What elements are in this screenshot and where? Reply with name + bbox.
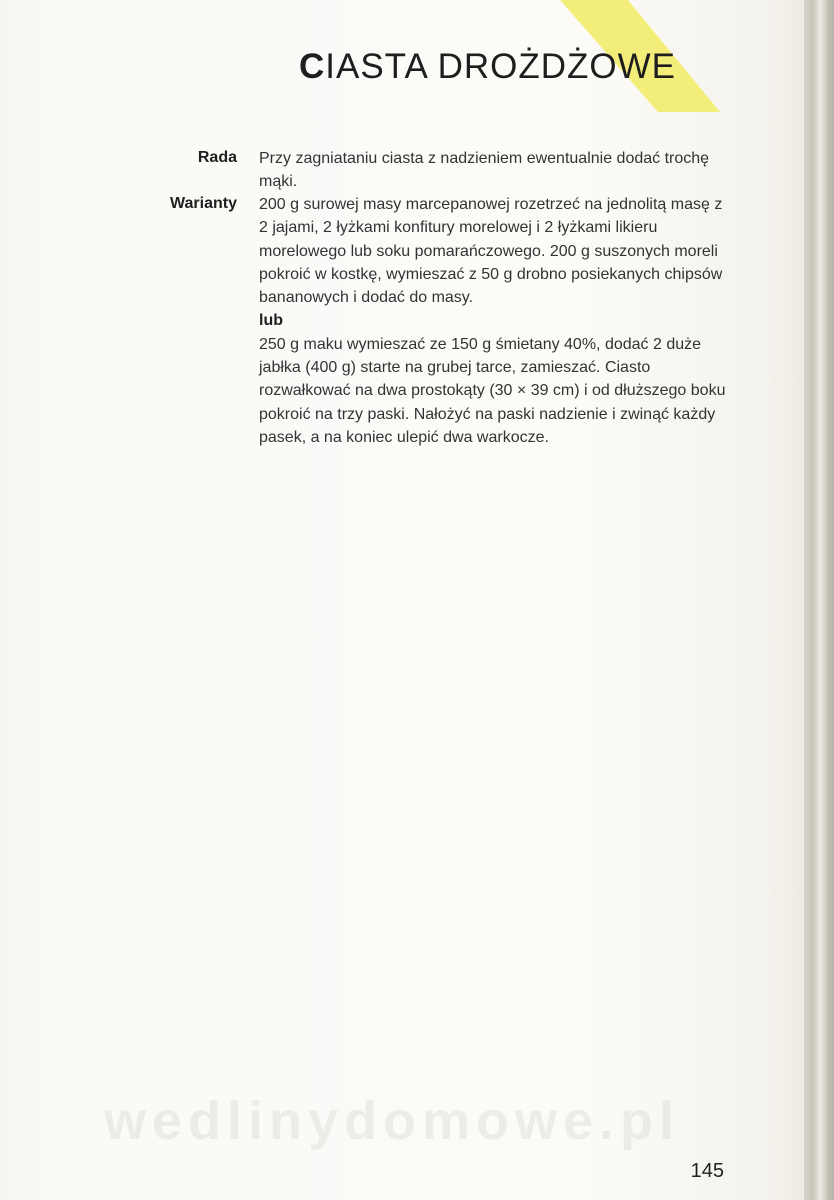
tip-body xyxy=(259,147,729,194)
tip-term: Rada xyxy=(197,149,237,166)
variant-text-2: 250 g maku wymieszać ze 150 g śmietany 40%, dodać 2 duże jabłka (400 g) starte na grubej tarce, zamieszać. Ciasto rozwałkować na dwa prostokąty (30 × 39 cm) i od dłuższego boku pokroić na trzy paski. Nałożyć na paski nadzienie i zwinąć każdy pasek, a na koniec ulepić dwa warkocze. xyxy=(259,335,726,446)
page-edge xyxy=(804,0,834,1200)
variants-body xyxy=(259,193,729,449)
variant-text-1: 200 g surowej masy marcepanowej rozetrzeć na jednolitą masę z 2 jajami, 2 łyżkami konfitury morelowej i 2 łyżkami likieru morelowego lub soku pomarańczowego. 200 g suszonych moreli pokroić w kostkę, wymieszać z 50 g drobno posiekanych chipsów bananowych i dodać do masy. xyxy=(259,196,723,307)
page-title-rest: IASTA DROŻDŻOWE xyxy=(325,47,676,86)
tip-text: Przy zagniataniu ciasta z nadzieniem ewentualnie dodać trochę mąki. xyxy=(259,150,710,191)
variants-term: Warianty xyxy=(170,195,237,212)
page-number: 145 xyxy=(690,1160,724,1182)
page-title xyxy=(299,47,676,87)
variant-separator: lub xyxy=(259,312,283,330)
watermark: wedlinydomowe.pl xyxy=(104,1091,681,1151)
page-title-initial: C xyxy=(298,47,326,86)
